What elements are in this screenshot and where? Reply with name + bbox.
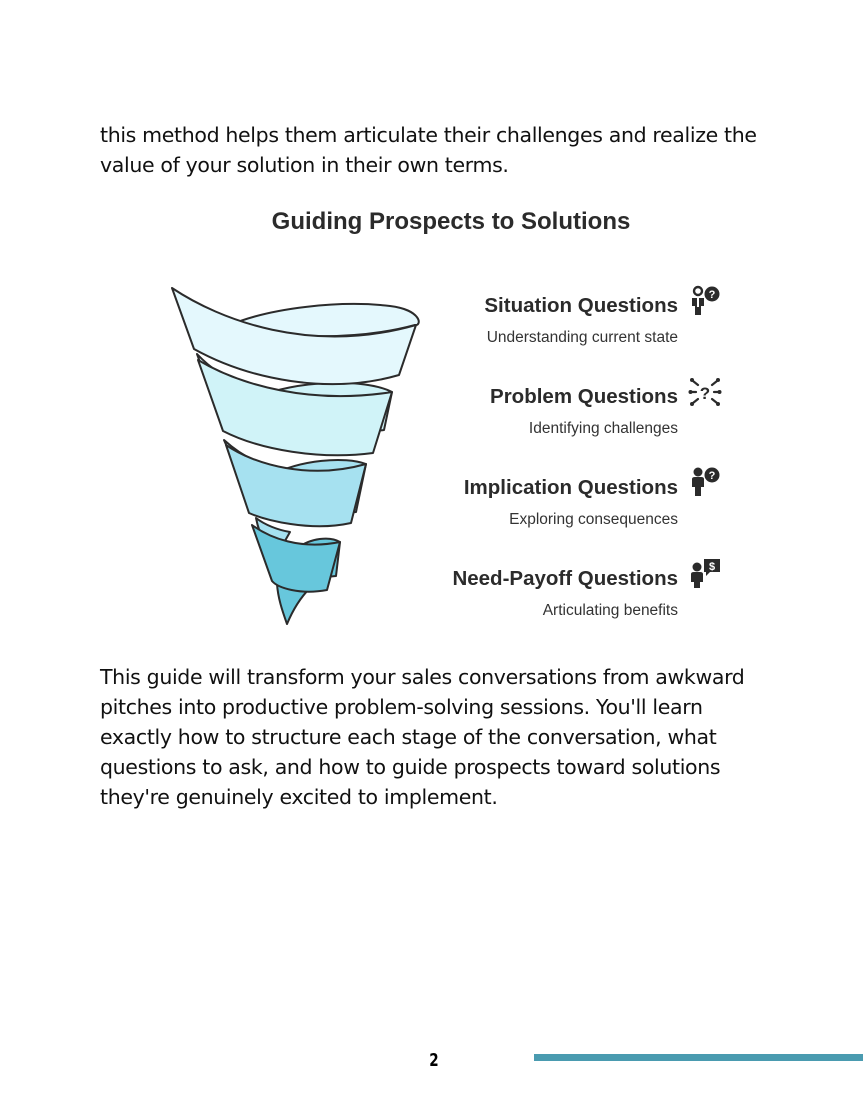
stage-implication bbox=[464, 476, 678, 529]
svg-text:$: $ bbox=[708, 561, 716, 573]
person-question-icon bbox=[688, 466, 722, 496]
diagram-title: Guiding Prospects to Solutions bbox=[271, 208, 631, 235]
stage-problem bbox=[490, 385, 678, 438]
stage-subtitle: Exploring consequences bbox=[509, 511, 678, 528]
stage-title: Implication Questions bbox=[463, 476, 678, 499]
stage-title: Need-Payoff Questions bbox=[452, 567, 678, 590]
stage-situation bbox=[484, 294, 678, 347]
closing-paragraph: This guide will transform your sales conversations from awkward pitches into productive problem-solving sessions. You'll learn exactly how to structure each stage of the conversation, what questions to ask, and how to guide prospects toward solutions they're genuinely excited to implement. bbox=[100, 665, 745, 809]
svg-text:?: ? bbox=[708, 289, 716, 301]
stage-title: Situation Questions bbox=[484, 294, 678, 317]
svg-text:?: ? bbox=[708, 470, 716, 482]
network-question-icon bbox=[688, 377, 722, 407]
stage-subtitle: Understanding current state bbox=[486, 329, 678, 346]
page-number: 2 bbox=[429, 1050, 439, 1071]
spiral-funnel-illustration bbox=[160, 280, 430, 630]
funnel-band-4 bbox=[252, 525, 340, 592]
intro-paragraph: this method helps them articulate their challenges and realize the value of your solution in their own terms. bbox=[100, 123, 757, 177]
stage-title: Problem Questions bbox=[490, 385, 678, 408]
funnel-band-3 bbox=[226, 445, 366, 526]
stage-subtitle: Articulating benefits bbox=[542, 602, 678, 619]
svg-text:?: ? bbox=[699, 384, 711, 403]
person-question-icon bbox=[688, 285, 722, 315]
person-dollar-speech-icon bbox=[688, 558, 722, 588]
stage-need-payoff bbox=[452, 567, 678, 620]
stage-subtitle: Identifying challenges bbox=[528, 420, 678, 437]
footer-accent-bar bbox=[534, 1054, 863, 1061]
